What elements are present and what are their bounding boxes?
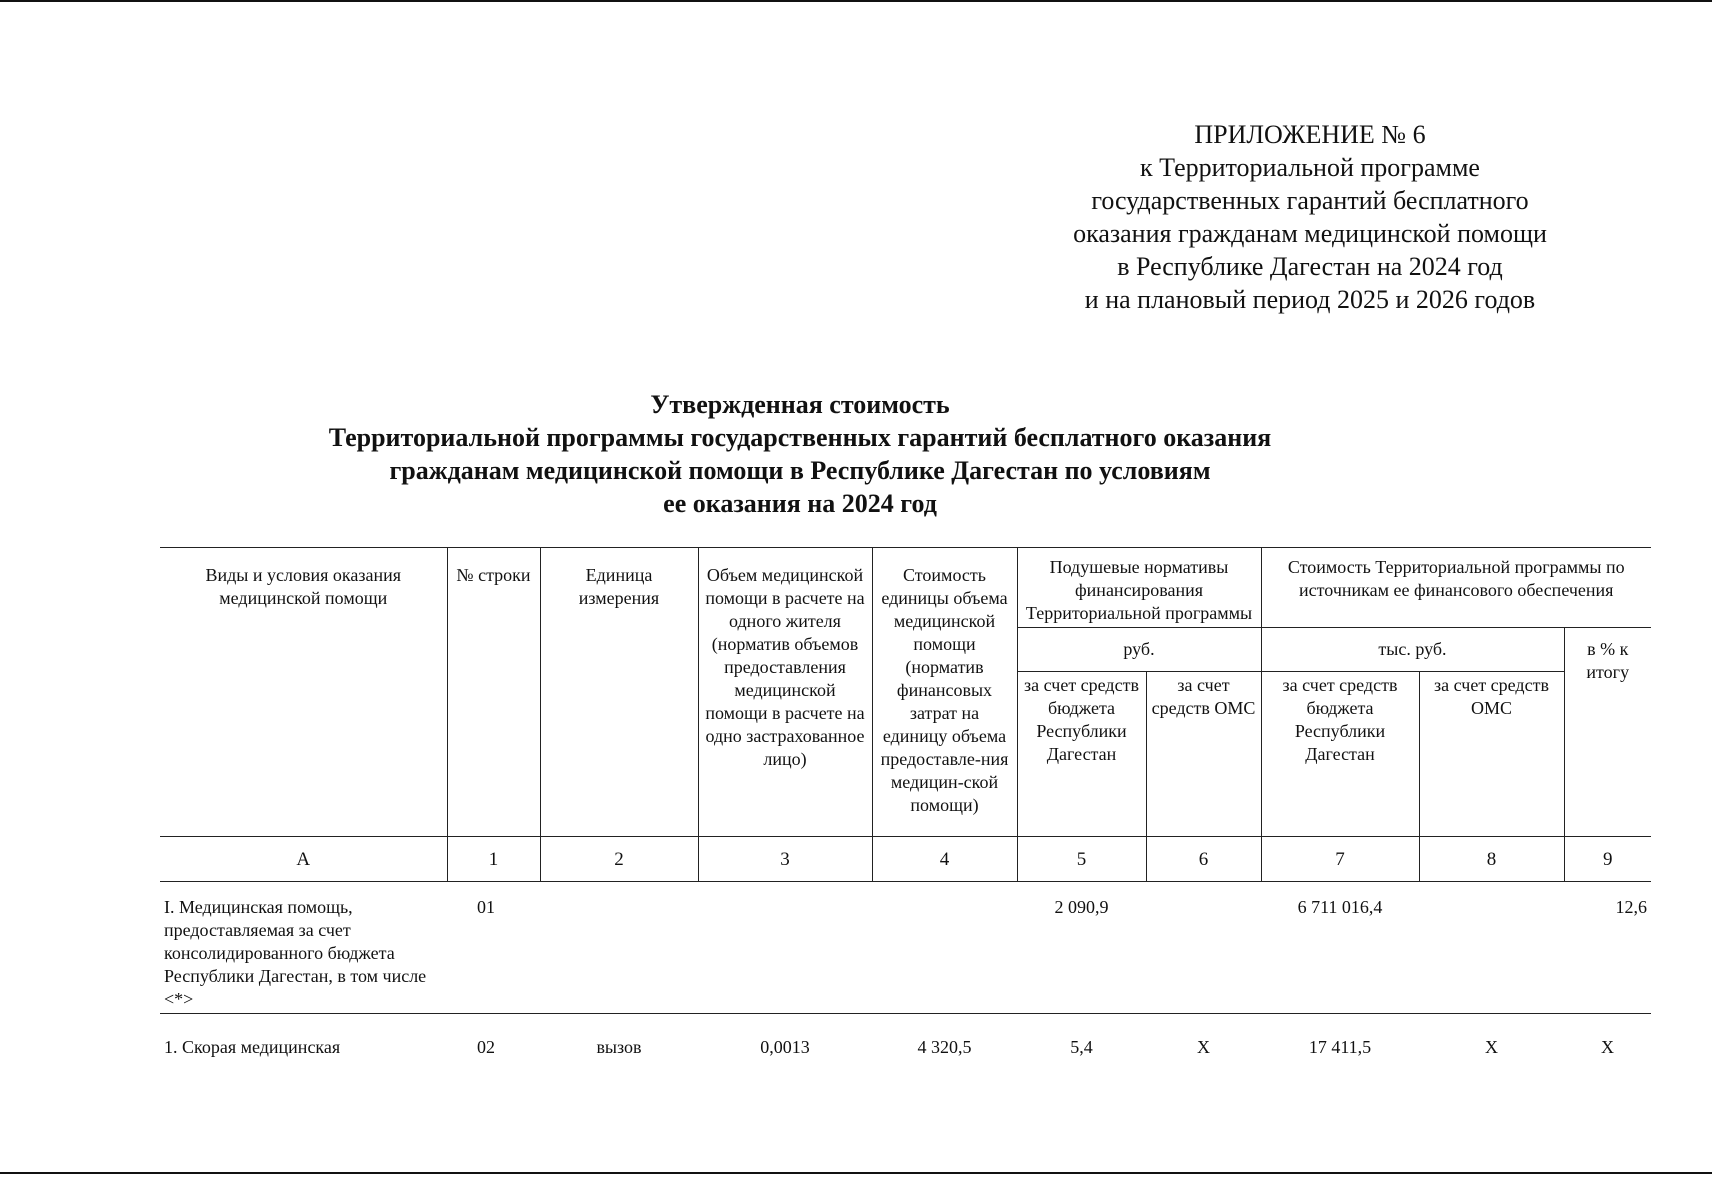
- table-row: [160, 1014, 1651, 1062]
- header-row-no: № строки: [447, 548, 540, 837]
- header-budget-rd2: за счет средств бюджета Республики Дагестан: [1261, 672, 1419, 837]
- column-number: 5: [1017, 837, 1146, 882]
- column-number: 2: [540, 837, 698, 882]
- column-number: 8: [1419, 837, 1564, 882]
- header-budget-rd: за счет средств бюджета Республики Дагестан: [1017, 672, 1146, 837]
- row-label: 1. Скорая медицинская: [160, 1014, 447, 1062]
- row-cost: [872, 882, 1017, 1014]
- row-number: 02: [447, 1014, 540, 1062]
- appendix-line: ПРИЛОЖЕНИЕ № 6: [1194, 120, 1426, 149]
- column-number: 7: [1261, 837, 1419, 882]
- row-cost: 4 320,5: [872, 1014, 1017, 1062]
- header-oms2: за счет средств ОМС: [1419, 672, 1564, 837]
- row-percent: 12,6: [1564, 882, 1651, 1014]
- row-per-capita-budget: 5,4: [1017, 1014, 1146, 1062]
- top-border-line: [0, 0, 1712, 2]
- column-number: 1: [447, 837, 540, 882]
- row-per-capita-oms: Х: [1146, 1014, 1261, 1062]
- table-row: [160, 882, 1651, 1014]
- header-per-capita: Подушевые нормативы финансирования Территориальной программы: [1017, 548, 1261, 628]
- row-total-oms: Х: [1419, 1014, 1564, 1062]
- cost-table: [160, 547, 1651, 1061]
- column-number: 3: [698, 837, 872, 882]
- title-line: Утвержденная стоимость: [650, 390, 950, 419]
- row-volume: [698, 882, 872, 1014]
- header-unit: Единица измерения: [540, 548, 698, 837]
- header-percent: в % к итогу: [1564, 628, 1651, 837]
- column-number: 4: [872, 837, 1017, 882]
- title-line: Территориальной программы государственных гарантий бесплатного оказания: [328, 423, 1272, 452]
- header-oms: за счет средств ОМС: [1146, 672, 1261, 837]
- column-number: 6: [1146, 837, 1261, 882]
- appendix-line: к Территориальной программе: [1140, 153, 1480, 182]
- row-total-budget: 6 711 016,4: [1261, 882, 1419, 1014]
- appendix-line: в Республике Дагестан на 2024 год: [1117, 252, 1503, 281]
- header-thous-rub: тыс. руб.: [1261, 628, 1564, 672]
- appendix-header: [1010, 118, 1610, 316]
- row-unit: вызов: [540, 1014, 698, 1062]
- document-title: [300, 388, 1300, 520]
- column-number: А: [160, 837, 447, 882]
- row-volume: 0,0013: [698, 1014, 872, 1062]
- row-per-capita-budget: 2 090,9: [1017, 882, 1146, 1014]
- row-unit: [540, 882, 698, 1014]
- row-per-capita-oms: [1146, 882, 1261, 1014]
- header-cost-unit: Стоимость единицы объема медицинской помощи (норматив финансовых затрат на единицу объема предоставле-ния медицин-ской помощи): [872, 548, 1017, 837]
- header-types: Виды и условия оказания медицинской помощи: [160, 548, 447, 837]
- header-rub: руб.: [1017, 628, 1261, 672]
- appendix-line: оказания гражданам медицинской помощи: [1073, 219, 1547, 248]
- column-number: 9: [1564, 837, 1651, 882]
- bottom-border-line: [0, 1172, 1712, 1174]
- row-percent: Х: [1564, 1014, 1651, 1062]
- row-total-budget: 17 411,5: [1261, 1014, 1419, 1062]
- header-volume: Объем медицинской помощи в расчете на одного жителя (норматив объемов предоставления медицинской помощи в расчете на одно застрахованное лицо): [698, 548, 872, 837]
- row-number: 01: [447, 882, 540, 1014]
- title-line: ее оказания на 2024 год: [663, 489, 937, 518]
- appendix-line: и на плановый период 2025 и 2026 годов: [1084, 285, 1536, 314]
- row-total-oms: [1419, 882, 1564, 1014]
- title-line: гражданам медицинской помощи в Республике Дагестан по условиям: [389, 456, 1211, 485]
- header-cost-program: Стоимость Территориальной программы по источникам ее финансового обеспечения: [1261, 548, 1651, 628]
- appendix-line: государственных гарантий бесплатного: [1091, 186, 1529, 215]
- row-label: I. Медицинская помощь, предоставляемая за счет консолидированного бюджета Республики Дагестан, в том числе <*>: [160, 882, 447, 1014]
